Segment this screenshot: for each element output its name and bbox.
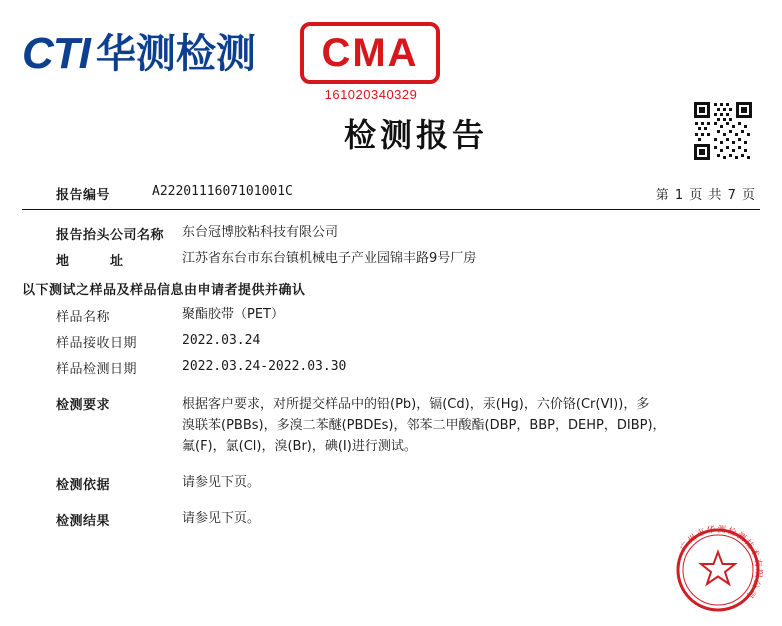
sample-name-row [22, 306, 760, 325]
red-seal-stamp-icon [662, 514, 774, 626]
declaration-note: 以下测试之样品及样品信息由申请者提供并确认 [22, 283, 306, 298]
sample-name-label: 样品名称 [56, 310, 111, 325]
requirement-value [182, 394, 666, 457]
result-value: 请参见下页。 [182, 511, 261, 527]
requirement-line: 溴联苯(PBBs)，多溴二苯醚(PBDEs)，邻苯二甲酸酯(DBP，BBP，DEHP，DIBP)， [182, 418, 666, 434]
requirement-line: 氟(F)，氯(Cl)，溴(Br)，碘(I)进行测试。 [182, 439, 417, 455]
cma-badge-icon [300, 22, 440, 84]
report-number-row [22, 181, 760, 207]
test-date-value: 2022.03.24-2022.03.30 [182, 359, 347, 374]
report-number-value: A2220111607101001C [152, 184, 293, 199]
page-indicator: 第 1 页 共 7 页 [655, 188, 756, 203]
requirement-row [22, 394, 760, 457]
cma-accreditation-mark [300, 22, 442, 102]
document-header [0, 0, 782, 175]
svg-text:广州市华测检测技术有限公司: 广州市华测检测技术有限公司 [678, 524, 764, 601]
cti-logo-latin: CTI [22, 29, 90, 78]
result-row [22, 510, 760, 529]
result-label: 检测结果 [56, 514, 111, 530]
received-date-row [22, 332, 760, 351]
qr-code-icon [692, 100, 754, 162]
page-title: 检测报告 [343, 116, 488, 154]
cma-number: 161020340329 [324, 87, 418, 102]
report-number-label: 报告编号 [56, 188, 111, 203]
sample-name-value: 聚酯胶带（PET） [182, 307, 284, 322]
address-value: 江苏省东台市东台镇机械电子产业园锦丰路9号厂房 [182, 251, 477, 266]
basis-label: 检测依据 [56, 478, 111, 494]
basis-value: 请参见下页。 [182, 475, 261, 491]
received-date-label: 样品接收日期 [56, 336, 138, 351]
received-date-value: 2022.03.24 [182, 333, 261, 348]
requirement-label: 检测要求 [56, 398, 111, 413]
test-date-label: 样品检测日期 [56, 362, 138, 377]
company-value: 东台冠博胶粘科技有限公司 [182, 225, 339, 240]
requirement-line: 根据客户要求，对所提交样品中的铅(Pb)，镉(Cd)，汞(Hg)，六价铬(Cr(VI))，多 [182, 397, 650, 412]
address-row [22, 250, 760, 269]
company-row [22, 224, 760, 243]
company-label: 报告抬头公司名称 [56, 228, 165, 243]
address-label: 地 址 [56, 254, 138, 269]
header-divider [22, 209, 760, 210]
cma-letters: CMA [321, 31, 419, 75]
report-info-block [22, 218, 760, 529]
basis-row [22, 474, 760, 493]
cti-logo [22, 29, 256, 78]
test-date-row [22, 358, 760, 377]
cti-logo-chinese: 华测检测 [95, 31, 256, 77]
